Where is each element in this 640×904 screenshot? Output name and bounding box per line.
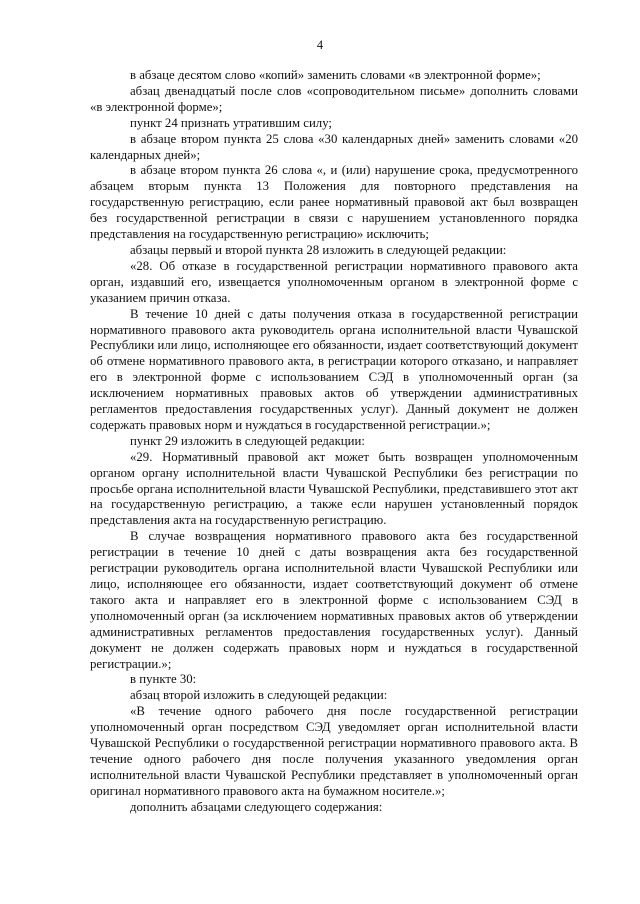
paragraph: в пункте 30:	[130, 672, 197, 687]
paragraph: В случае возвращения нормативного правового акта без государственной регистрации в течение 10 дней с даты возвращения акта без государственной регистрации руководитель органа исполнительной власти Чувашской Республики или лицо, исполняющее его обязанности, издает соответствующий документ об отмене такого акта и направляет его в электронной форме с использованием СЭД в уполномоченный орган (за исключением нормативных правовых актов об утверждении административных регламентов предоставления государственных услуг). Данный документ не должен содержать правовых норм и нуждаться в государственной регистрации.»;	[90, 529, 578, 671]
document-body	[90, 68, 578, 816]
paragraph: «В течение одного рабочего дня после государственной регистрации уполномоченный орган посредством СЭД уведомляет орган исполнительной власти Чувашской Республики о государственной регистрации нормативного правового акта. В течение одного рабочего дня после получения указанного уведомления орган исполнительной власти Чувашской Республики представляет в уполномоченный орган оригинал нормативного правового акта на бумажном носителе.»;	[90, 704, 578, 798]
paragraph: абзац двенадцатый после слов «сопроводительном письме» дополнить словами «в электронной форме»;	[90, 83, 578, 114]
paragraph: «29. Нормативный правовой акт может быть возвращен уполномоченным органом органу исполнительной власти Чувашской Республики без регистрации по просьбе органа исполнительной власти Чувашской Республики, представившего этот акт на государственную регистрацию, а также если нарушен установленный порядок представления акта на государственную регистрацию.	[90, 449, 578, 528]
paragraph: абзацы первый и второй пункта 28 изложить в следующей редакции:	[130, 242, 507, 257]
page-number: 4	[316, 38, 324, 52]
paragraph: дополнить абзацами следующего содержания:	[130, 799, 383, 814]
paragraph: в абзаце втором пункта 25 слова «30 календарных дней» заменить словами «20 календарных дней»;	[90, 131, 578, 162]
paragraph: «28. Об отказе в государственной регистрации нормативного правового акта орган, издавший его, извещается уполномоченным органом в электронной форме с указанием причин отказа.	[90, 258, 578, 305]
paragraph: в абзаце десятом слово «копий» заменить словами «в электронной форме»;	[130, 68, 541, 82]
paragraph: В течение 10 дней с даты получения отказа в государственной регистрации нормативного правового акта руководитель органа исполнительной власти Чувашской Республики или лицо, исполняющее его обязанности, издает соответствующий документ об отмене нормативного правового акта, в регистрации которого отказано, и направляет его в электронной форме с использованием СЭД в уполномоченный орган (за исключением нормативных правовых актов об утверждении административных регламентов предоставления государственных услуг). Данный документ не должен содержать правовых норм и нуждаться в государственной регистрации.»;	[90, 306, 578, 432]
paragraph: в абзаце втором пункта 26 слова «, и (или) нарушение срока, предусмотренного абзацем вторым пункта 13 Положения для повторного представления на государственную регистрацию, если ранее нормативный правовой акт был возвращен без государственной регистрации в связи с нарушением установленного порядка представления на государственную регистрацию» исключить;	[90, 163, 578, 242]
paragraph: пункт 29 изложить в следующей редакции:	[130, 433, 365, 448]
paragraph: пункт 24 признать утратившим силу;	[130, 115, 332, 130]
paragraph: абзац второй изложить в следующей редакции:	[130, 688, 388, 703]
